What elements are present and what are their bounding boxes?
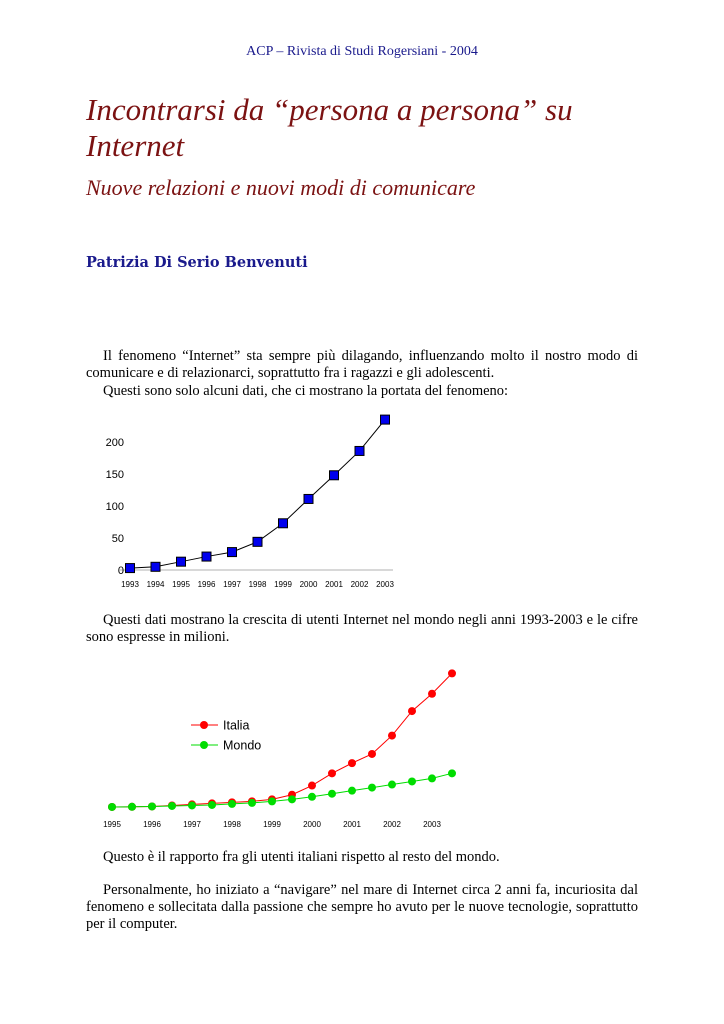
paragraph-comparison bbox=[86, 849, 638, 866]
x-tick-label: 2003 bbox=[423, 820, 441, 829]
series-line-mondo bbox=[112, 773, 452, 807]
data-point-mondo bbox=[288, 795, 296, 803]
legend-marker-mondo bbox=[200, 741, 208, 749]
data-point-mondo bbox=[448, 769, 456, 777]
chart-world-users bbox=[96, 408, 396, 593]
data-point-marker bbox=[202, 552, 211, 561]
data-point-mondo bbox=[108, 803, 116, 811]
data-point-marker bbox=[228, 548, 237, 557]
x-tick-label: 2002 bbox=[350, 580, 369, 589]
data-point-mondo bbox=[128, 803, 136, 811]
legend-label-mondo: Mondo bbox=[223, 738, 262, 753]
data-point-mondo bbox=[248, 799, 256, 807]
x-tick-label: 1997 bbox=[183, 820, 201, 829]
data-point-italia bbox=[328, 769, 336, 777]
x-tick-label: 2000 bbox=[299, 580, 318, 589]
paragraph-intro bbox=[86, 348, 638, 382]
data-point-italia bbox=[428, 690, 436, 698]
data-point-mondo bbox=[188, 801, 196, 809]
paragraph-data-intro-text: Questi sono solo alcuni dati, che ci mostrano la portata del fenomeno: bbox=[103, 383, 509, 399]
data-point-marker bbox=[253, 537, 262, 546]
data-point-mondo bbox=[268, 797, 276, 805]
x-tick-label: 1994 bbox=[146, 580, 165, 589]
data-point-mondo bbox=[328, 790, 336, 798]
series-line-italia bbox=[112, 673, 452, 807]
data-point-mondo bbox=[388, 781, 396, 789]
x-tick-label: 1993 bbox=[121, 580, 139, 589]
data-point-italia bbox=[368, 750, 376, 758]
x-tick-label: 2002 bbox=[383, 820, 401, 829]
data-point-marker bbox=[304, 494, 313, 503]
paragraph-chart-explanation bbox=[86, 612, 638, 646]
chart-italy-vs-world bbox=[96, 670, 466, 830]
data-point-marker bbox=[355, 446, 364, 455]
data-point-mondo bbox=[208, 801, 216, 809]
data-point-marker bbox=[177, 557, 186, 566]
y-tick-label: 100 bbox=[105, 501, 124, 513]
data-point-mondo bbox=[228, 800, 236, 808]
data-point-marker bbox=[330, 471, 339, 480]
data-point-mondo bbox=[308, 793, 316, 801]
x-tick-label: 2001 bbox=[325, 580, 343, 589]
article-title: Incontrarsi da “persona a persona” su Internet bbox=[86, 92, 573, 163]
data-point-marker bbox=[279, 519, 288, 528]
y-tick-label: 150 bbox=[105, 469, 124, 481]
paragraph-chart-explanation-text: Questi dati mostrano la crescita di utenti Internet nel mondo negli anni 1993-2003 e le cifre sono espresse in milioni. bbox=[86, 612, 638, 645]
data-point-marker bbox=[126, 564, 135, 573]
x-tick-label: 2003 bbox=[376, 580, 394, 589]
data-point-italia bbox=[308, 782, 316, 790]
data-point-marker bbox=[151, 562, 160, 571]
x-tick-label: 1995 bbox=[172, 580, 190, 589]
y-tick-label: 50 bbox=[111, 533, 124, 545]
data-point-mondo bbox=[168, 802, 176, 810]
legend-marker-italia bbox=[200, 721, 208, 729]
data-point-marker bbox=[381, 415, 390, 424]
x-tick-label: 1998 bbox=[248, 580, 267, 589]
data-point-italia bbox=[388, 732, 396, 740]
data-point-mondo bbox=[368, 784, 376, 792]
data-point-italia bbox=[408, 707, 416, 715]
x-tick-label: 2001 bbox=[343, 820, 361, 829]
paragraph-personal-text: Personalmente, ho iniziato a “navigare” nel mare di Internet circa 2 anni fa, incuriosita dal fenomeno e sollecitata dalla passione che sempre ho avuto per le nuove tecnologie, soprattutto per il computer. bbox=[86, 882, 638, 932]
x-tick-label: 1997 bbox=[223, 580, 241, 589]
data-point-italia bbox=[348, 759, 356, 767]
author-name: Patrizia Di Serio Benvenuti bbox=[86, 254, 308, 271]
paragraph-comparison-text: Questo è il rapporto fra gli utenti italiani rispetto al resto del mondo. bbox=[103, 849, 500, 865]
paragraph-data-intro bbox=[86, 383, 638, 400]
legend-label-italia: Italia bbox=[223, 718, 250, 733]
x-tick-label: 1996 bbox=[143, 820, 161, 829]
data-point-italia bbox=[448, 669, 456, 677]
y-tick-label: 0 bbox=[117, 565, 124, 577]
x-tick-label: 2000 bbox=[303, 820, 321, 829]
x-tick-label: 1996 bbox=[197, 580, 216, 589]
data-point-mondo bbox=[148, 802, 156, 810]
y-tick-label: 200 bbox=[105, 437, 124, 449]
data-point-mondo bbox=[408, 777, 416, 785]
x-tick-label: 1999 bbox=[274, 580, 292, 589]
x-tick-label: 1999 bbox=[263, 820, 281, 829]
data-point-mondo bbox=[428, 774, 436, 782]
paragraph-personal bbox=[86, 882, 638, 933]
journal-header: ACP – Rivista di Studi Rogersiani - 2004 bbox=[246, 44, 478, 59]
article-subtitle: Nuove relazioni e nuovi modi di comunicare bbox=[86, 175, 476, 200]
x-tick-label: 1998 bbox=[223, 820, 241, 829]
paragraph-intro-text: Il fenomeno “Internet” sta sempre più dilagando, influenzando molto il nostro modo di comunicare e di relazionarci, soprattutto fra i ragazzi e gli adolescenti. bbox=[86, 348, 638, 381]
x-tick-label: 1995 bbox=[103, 820, 121, 829]
data-point-mondo bbox=[348, 787, 356, 795]
